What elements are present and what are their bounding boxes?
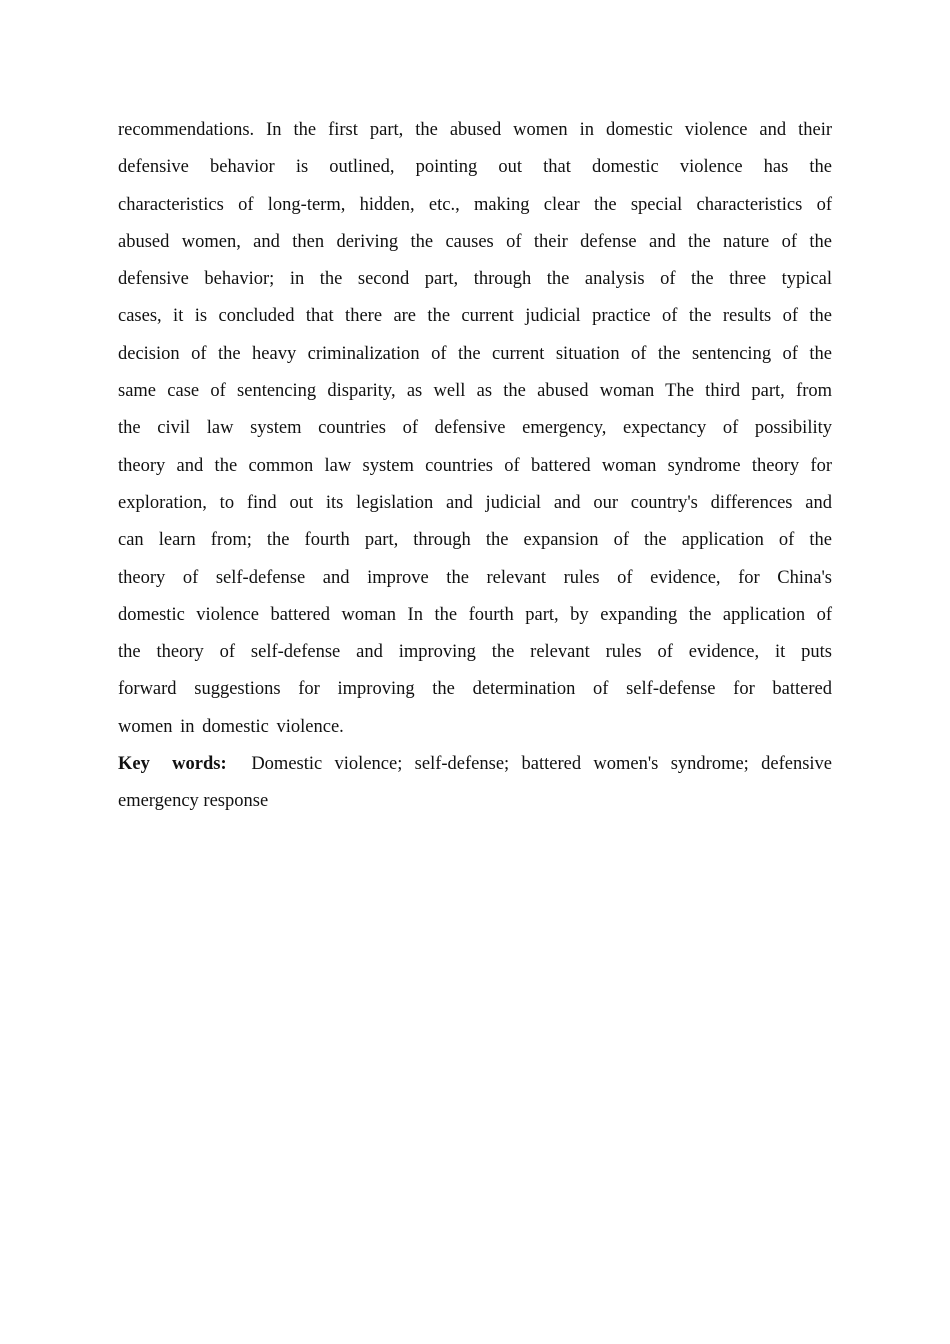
- abstract-line: the theory of self-defense and improving the relevant rules of evidence, it puts: [118, 642, 832, 663]
- keywords-line: [118, 746, 832, 783]
- abstract-line: recommendations. In the first part, the abused women in domestic violence and their: [118, 120, 832, 140]
- keywords-label: Key words:: [118, 754, 227, 775]
- abstract-line: same case of sentencing disparity, as well as the abused woman The third part, from: [118, 381, 832, 402]
- abstract-line: theory of self-defense and improve the relevant rules of evidence, for China's: [118, 567, 832, 588]
- abstract-line: cases, it is concluded that there are the current judicial practice of the results of the: [118, 306, 832, 327]
- abstract-line: domestic violence battered woman In the fourth part, by expanding the application of: [118, 604, 832, 625]
- abstract-line: decision of the heavy criminalization of the current situation of the sentencing of the: [118, 343, 832, 364]
- abstract-line: theory and the common law system countries of battered woman syndrome theory for: [118, 455, 832, 476]
- abstract-line: the civil law system countries of defensive emergency, expectancy of possibility: [118, 418, 832, 439]
- abstract-line: women in domestic violence.: [118, 716, 344, 737]
- document-page: [118, 112, 832, 821]
- abstract-line: characteristics of long-term, hidden, etc., making clear the special characteristics of: [118, 194, 832, 215]
- keywords-continuation: emergency response: [118, 791, 269, 812]
- abstract-line: defensive behavior is outlined, pointing out that domestic violence has the: [118, 157, 832, 178]
- abstract-line: forward suggestions for improving the determination of self-defense for battered: [118, 679, 832, 700]
- abstract-line: can learn from; the fourth part, through the expansion of the application of the: [118, 530, 832, 551]
- keywords-section: [118, 746, 832, 821]
- abstract-paragraph: [118, 112, 832, 746]
- abstract-line: defensive behavior; in the second part, through the analysis of the three typical: [118, 269, 832, 290]
- abstract-line: abused women, and then deriving the causes of their defense and the nature of the: [118, 231, 832, 252]
- keywords-text: Domestic violence; self-defense; battered women's syndrome; defensive: [251, 754, 833, 775]
- abstract-line: exploration, to find out its legislation and judicial and our country's differences and: [118, 492, 832, 513]
